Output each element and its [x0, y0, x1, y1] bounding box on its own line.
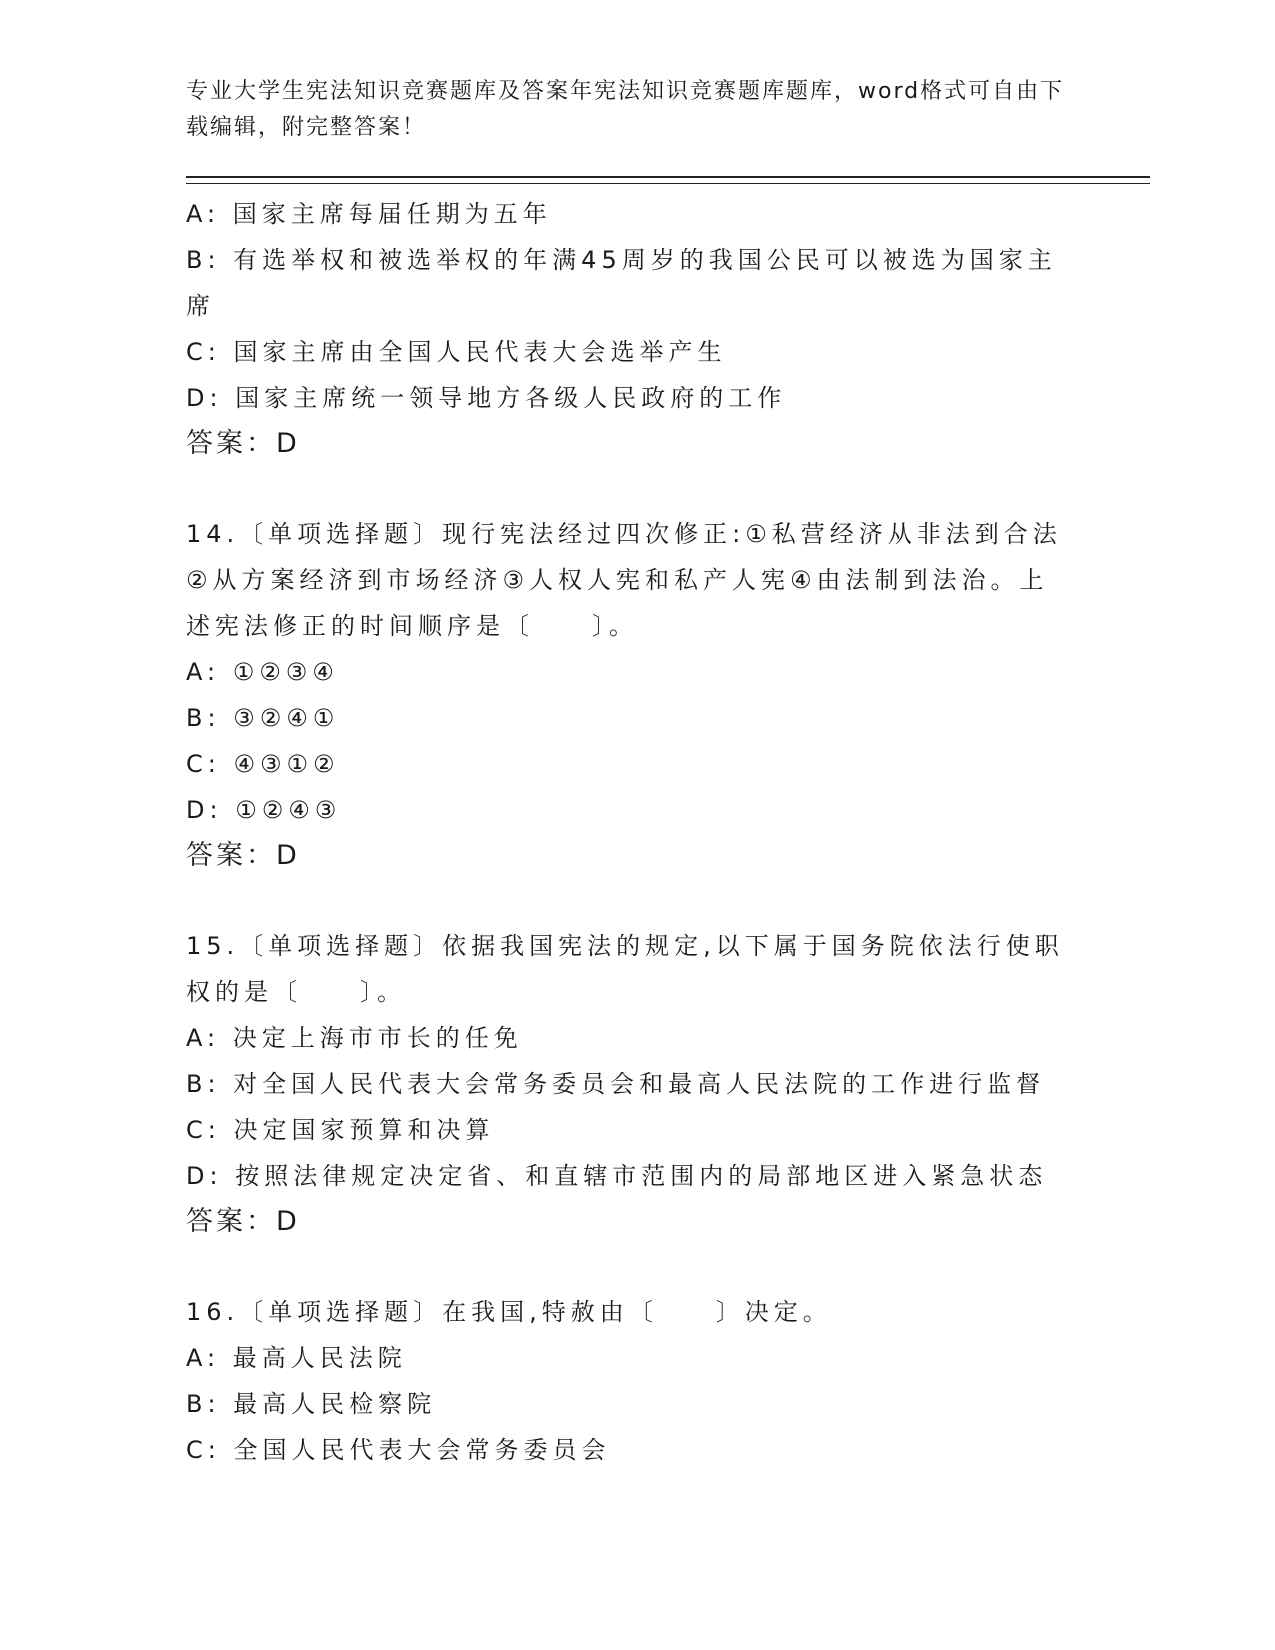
option-c: C: 决定国家预算和决算 [186, 1116, 495, 1144]
option-c: C: ④③①② [186, 750, 340, 778]
option-c: C: 国家主席由全国人民代表大会选举产生 [186, 338, 727, 366]
answer: 答案：D [186, 840, 300, 871]
option-d: D: 国家主席统一领导地方各级人民政府的工作 [186, 384, 787, 412]
option-a: A: ①②③④ [186, 658, 339, 686]
question-stem: 14.〔单项选择题〕现行宪法经过四次修正:①私营经济从非法到合法②从方案经济到市场经济③人权人宪和私产人宪④由法制到法治。上述宪法修正的时间顺序是〔 〕。 [186, 520, 1062, 640]
header-divider-thin [186, 183, 1150, 184]
option-d: D: ①②④③ [186, 796, 342, 824]
document-header: 专业大学生宪法知识竞赛题库及答案年宪法知识竞赛题库题库，word格式可自由下载编辑，附完整答案！ [186, 79, 1065, 140]
header-divider-thick [186, 176, 1150, 178]
option-d: D: 按照法律规定决定省、和直辖市范围内的局部地区进入紧急状态 [186, 1162, 1048, 1190]
answer: 答案：D [186, 428, 300, 459]
question-14 [186, 511, 1066, 879]
option-b: B: 最高人民检察院 [186, 1390, 437, 1418]
option-b: B: ③②④① [186, 704, 340, 732]
option-a: A: 决定上海市市长的任免 [186, 1024, 523, 1052]
answer: 答案：D [186, 1206, 300, 1237]
question-13 [186, 191, 1066, 467]
option-b: B: 有选举权和被选举权的年满45周岁的我国公民可以被选为国家主席 [186, 246, 1057, 320]
question-16 [186, 1289, 1066, 1473]
question-stem: 16.〔单项选择题〕在我国,特赦由〔 〕决定。 [186, 1298, 832, 1326]
spacer [186, 879, 1066, 923]
question-stem: 15.〔单项选择题〕依据我国宪法的规定,以下属于国务院依法行使职权的是〔 〕。 [186, 932, 1064, 1006]
option-c: C: 全国人民代表大会常务委员会 [186, 1436, 611, 1464]
question-15 [186, 923, 1066, 1245]
spacer [186, 467, 1066, 511]
spacer [186, 1245, 1066, 1289]
option-a: A: 国家主席每届任期为五年 [186, 200, 552, 228]
option-a: A: 最高人民法院 [186, 1344, 407, 1372]
question-list [186, 191, 1066, 1473]
option-b: B: 对全国人民代表大会常务委员会和最高人民法院的工作进行监督 [186, 1070, 1046, 1098]
